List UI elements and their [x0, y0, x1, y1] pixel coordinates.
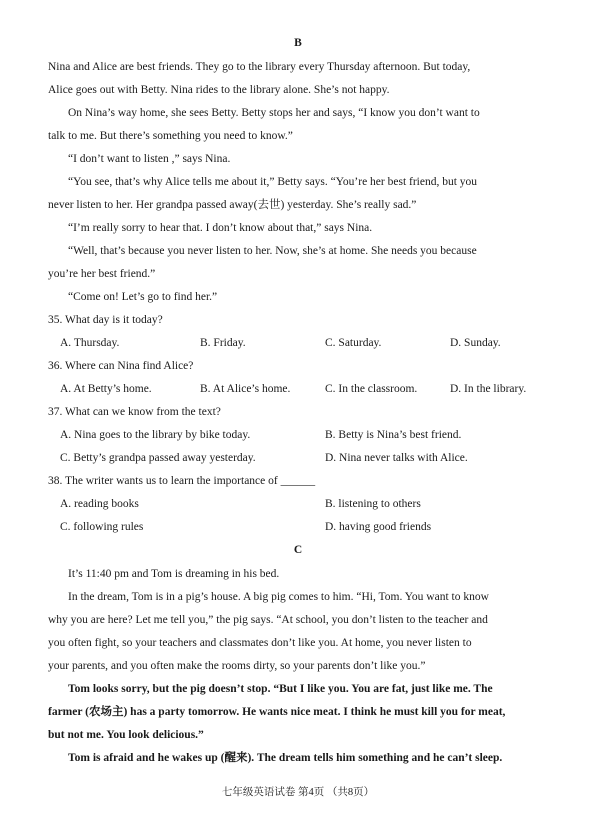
- question-37-option-c: C. Betty’s grandpa passed away yesterday.: [60, 452, 256, 464]
- passage-b-line: talk to me. But there’s something you need to know.”: [48, 130, 293, 142]
- question-37-option-b: B. Betty is Nina’s best friend.: [325, 429, 462, 441]
- passage-b-line: Nina and Alice are best friends. They go to the library every Thursday afternoon. But today,: [48, 61, 471, 73]
- question-38-option-d: D. having good friends: [325, 521, 432, 533]
- passage-b-line: “I don’t want to listen ,” says Nina.: [68, 153, 231, 165]
- question-36-option-a: A. At Betty’s home.: [60, 383, 152, 395]
- passage-c-line: you often fight, so your teachers and classmates don’t like you. At home, you never listen to: [48, 637, 472, 649]
- question-36-option-b: B. At Alice’s home.: [200, 383, 291, 395]
- passage-c-line: In the dream, Tom is in a pig’s house. A big pig comes to him. “Hi, Tom. You want to know: [68, 591, 489, 603]
- question-35-option-a: A. Thursday.: [60, 337, 120, 349]
- question-38-option-a: A. reading books: [60, 498, 139, 510]
- question-37-option-a: A. Nina goes to the library by bike today.: [60, 429, 251, 441]
- question-36-option-c: C. In the classroom.: [325, 383, 418, 395]
- passage-c-line: farmer (农场主) has a party tomorrow. He wants nice meat. I think he must kill you for meat,: [48, 706, 506, 718]
- question-35-stem: 35. What day is it today?: [48, 314, 163, 326]
- passage-b-line: “You see, that’s why Alice tells me about it,” Betty says. “You’re her best friend, but you: [68, 176, 478, 188]
- page-footer: 七年级英语试卷 第4页 （共8页）: [221, 787, 375, 798]
- section-b-heading: B: [294, 37, 302, 49]
- passage-c-line: your parents, and you often make the rooms dirty, so your parents don’t like you.”: [48, 660, 426, 672]
- passage-b-line: “I’m really sorry to hear that. I don’t know about that,” says Nina.: [68, 222, 373, 234]
- question-38-option-b: B. listening to others: [325, 498, 421, 510]
- passage-b-line: On Nina’s way home, she sees Betty. Betty stops her and says, “I know you don’t want to: [68, 107, 480, 119]
- passage-b-line: “Come on! Let’s go to find her.”: [68, 291, 218, 303]
- passage-c-line: why you are here? Let me tell you,” the pig says. “At school, you don’t listen to the teacher and: [48, 614, 488, 626]
- question-36-stem: 36. Where can Nina find Alice?: [48, 360, 194, 372]
- section-c-heading: C: [293, 544, 303, 556]
- question-37-stem: 37. What can we know from the text?: [48, 406, 221, 418]
- question-36-option-d: D. In the library.: [450, 383, 527, 395]
- question-38-stem: 38. The writer wants us to learn the importance of ______: [48, 475, 316, 487]
- passage-c-line: but not me. You look delicious.”: [48, 729, 204, 741]
- passage-c-line: Tom looks sorry, but the pig doesn’t stop. “But I like you. You are fat, just like me. The: [68, 683, 493, 695]
- question-38-option-c: C. following rules: [60, 521, 144, 533]
- question-35-option-b: B. Friday.: [200, 337, 246, 349]
- passage-b-line: you’re her best friend.”: [48, 268, 156, 280]
- passage-c-line: It’s 11:40 pm and Tom is dreaming in his bed.: [68, 568, 280, 580]
- question-35-option-c: C. Saturday.: [325, 337, 382, 349]
- passage-b-line: Alice goes out with Betty. Nina rides to the library alone. She’s not happy.: [48, 84, 390, 96]
- passage-b-line: “Well, that’s because you never listen to her. Now, she’s at home. She needs you because: [68, 245, 477, 257]
- question-37-option-d: D. Nina never talks with Alice.: [325, 452, 468, 464]
- question-35-option-d: D. Sunday.: [450, 337, 501, 349]
- passage-b-line: never listen to her. Her grandpa passed away(去世) yesterday. She’s really sad.”: [48, 199, 417, 211]
- passage-c-line: Tom is afraid and he wakes up (醒来). The dream tells him something and he can’t sleep.: [68, 752, 503, 764]
